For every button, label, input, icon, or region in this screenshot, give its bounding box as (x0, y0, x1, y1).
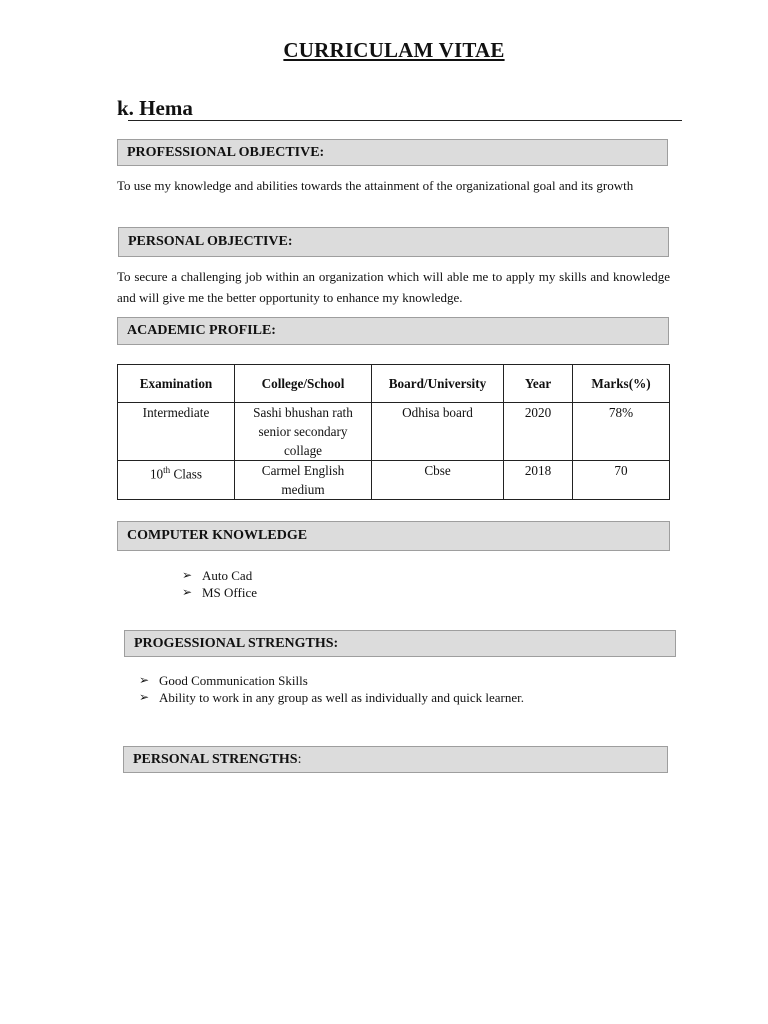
personal-objective-heading-label: PERSONAL OBJECTIVE: (128, 234, 293, 249)
personal-strengths-heading-label: PERSONAL STRENGTHS (133, 751, 298, 767)
column-header-board: Board/University (372, 365, 504, 403)
cell-college-line: medium (281, 482, 325, 497)
academic-profile-heading (117, 317, 669, 345)
professional-strengths-heading-label: PROGESSIONAL STRENGTHS: (134, 635, 339, 651)
personal-objective-heading (118, 227, 669, 257)
academic-profile-table (117, 364, 670, 500)
exam-ordinal: th (163, 465, 171, 475)
document-title: CURRICULAM VITAE (283, 38, 505, 62)
table-row (118, 461, 670, 500)
list-item (182, 567, 257, 584)
arrowhead-bullet-icon: ➢ (182, 585, 193, 599)
computer-knowledge-heading (117, 521, 670, 551)
list-item (139, 672, 524, 689)
column-header-marks: Marks(%) (573, 365, 670, 403)
list-item (139, 689, 524, 706)
list-item (182, 584, 257, 601)
professional-strengths-heading (124, 630, 676, 657)
personal-strengths-heading (123, 746, 668, 773)
cell-college-line: senior secondary (258, 424, 348, 439)
personal-objective-text: To secure a challenging job within an organization which will able me to apply my skills and knowledge and will give me the better opportunity to enhance my knowledge. (117, 269, 670, 305)
personal-strengths-heading-colon: : (297, 751, 302, 767)
arrowhead-bullet-icon: ➢ (182, 568, 193, 582)
cell-college-line: collage (283, 443, 323, 458)
cell-college (235, 403, 372, 461)
arrowhead-bullet-icon: ➢ (139, 673, 150, 687)
cell-college-line: Carmel English (261, 463, 345, 478)
name-underline-divider (128, 120, 682, 121)
professional-objective-heading-label: PROFESSIONAL OBJECTIVE: (127, 144, 325, 160)
cell-college (235, 461, 372, 500)
cell-board: Odhisa board (372, 403, 504, 461)
column-header-examination: Examination (118, 365, 235, 403)
list-item-text: MS Office (202, 585, 258, 600)
cell-college-line: Sashi bhushan rath (253, 405, 353, 420)
list-item-text: Auto Cad (202, 568, 253, 583)
exam-number: 10 (149, 466, 164, 482)
cell-examination: Intermediate (118, 403, 235, 461)
cell-marks: 70 (573, 461, 670, 500)
column-header-college: College/School (235, 365, 372, 403)
candidate-name: k. Hema (117, 96, 193, 120)
exam-suffix: Class (170, 466, 203, 482)
list-item-text: Good Communication Skills (159, 673, 308, 688)
cell-board: Cbse (372, 461, 504, 500)
cell-marks: 78% (573, 403, 670, 461)
professional-objective-heading (117, 139, 668, 166)
professional-objective-text: To use my knowledge and abilities towards the attainment of the organizational goal and its growth (117, 178, 634, 193)
professional-strengths-list (139, 672, 524, 706)
academic-profile-heading-label: ACADEMIC PROFILE: (127, 323, 276, 338)
computer-knowledge-heading-label: COMPUTER KNOWLEDGE (127, 528, 308, 543)
arrowhead-bullet-icon: ➢ (139, 690, 150, 704)
table-row (118, 403, 670, 461)
computer-knowledge-list (182, 567, 257, 601)
cell-year: 2020 (504, 403, 573, 461)
table-header-row (118, 365, 670, 403)
list-item-text: Ability to work in any group as well as individually and quick learner. (159, 690, 525, 705)
column-header-year: Year (504, 365, 573, 403)
cell-year: 2018 (504, 461, 573, 500)
cell-examination (118, 461, 235, 500)
